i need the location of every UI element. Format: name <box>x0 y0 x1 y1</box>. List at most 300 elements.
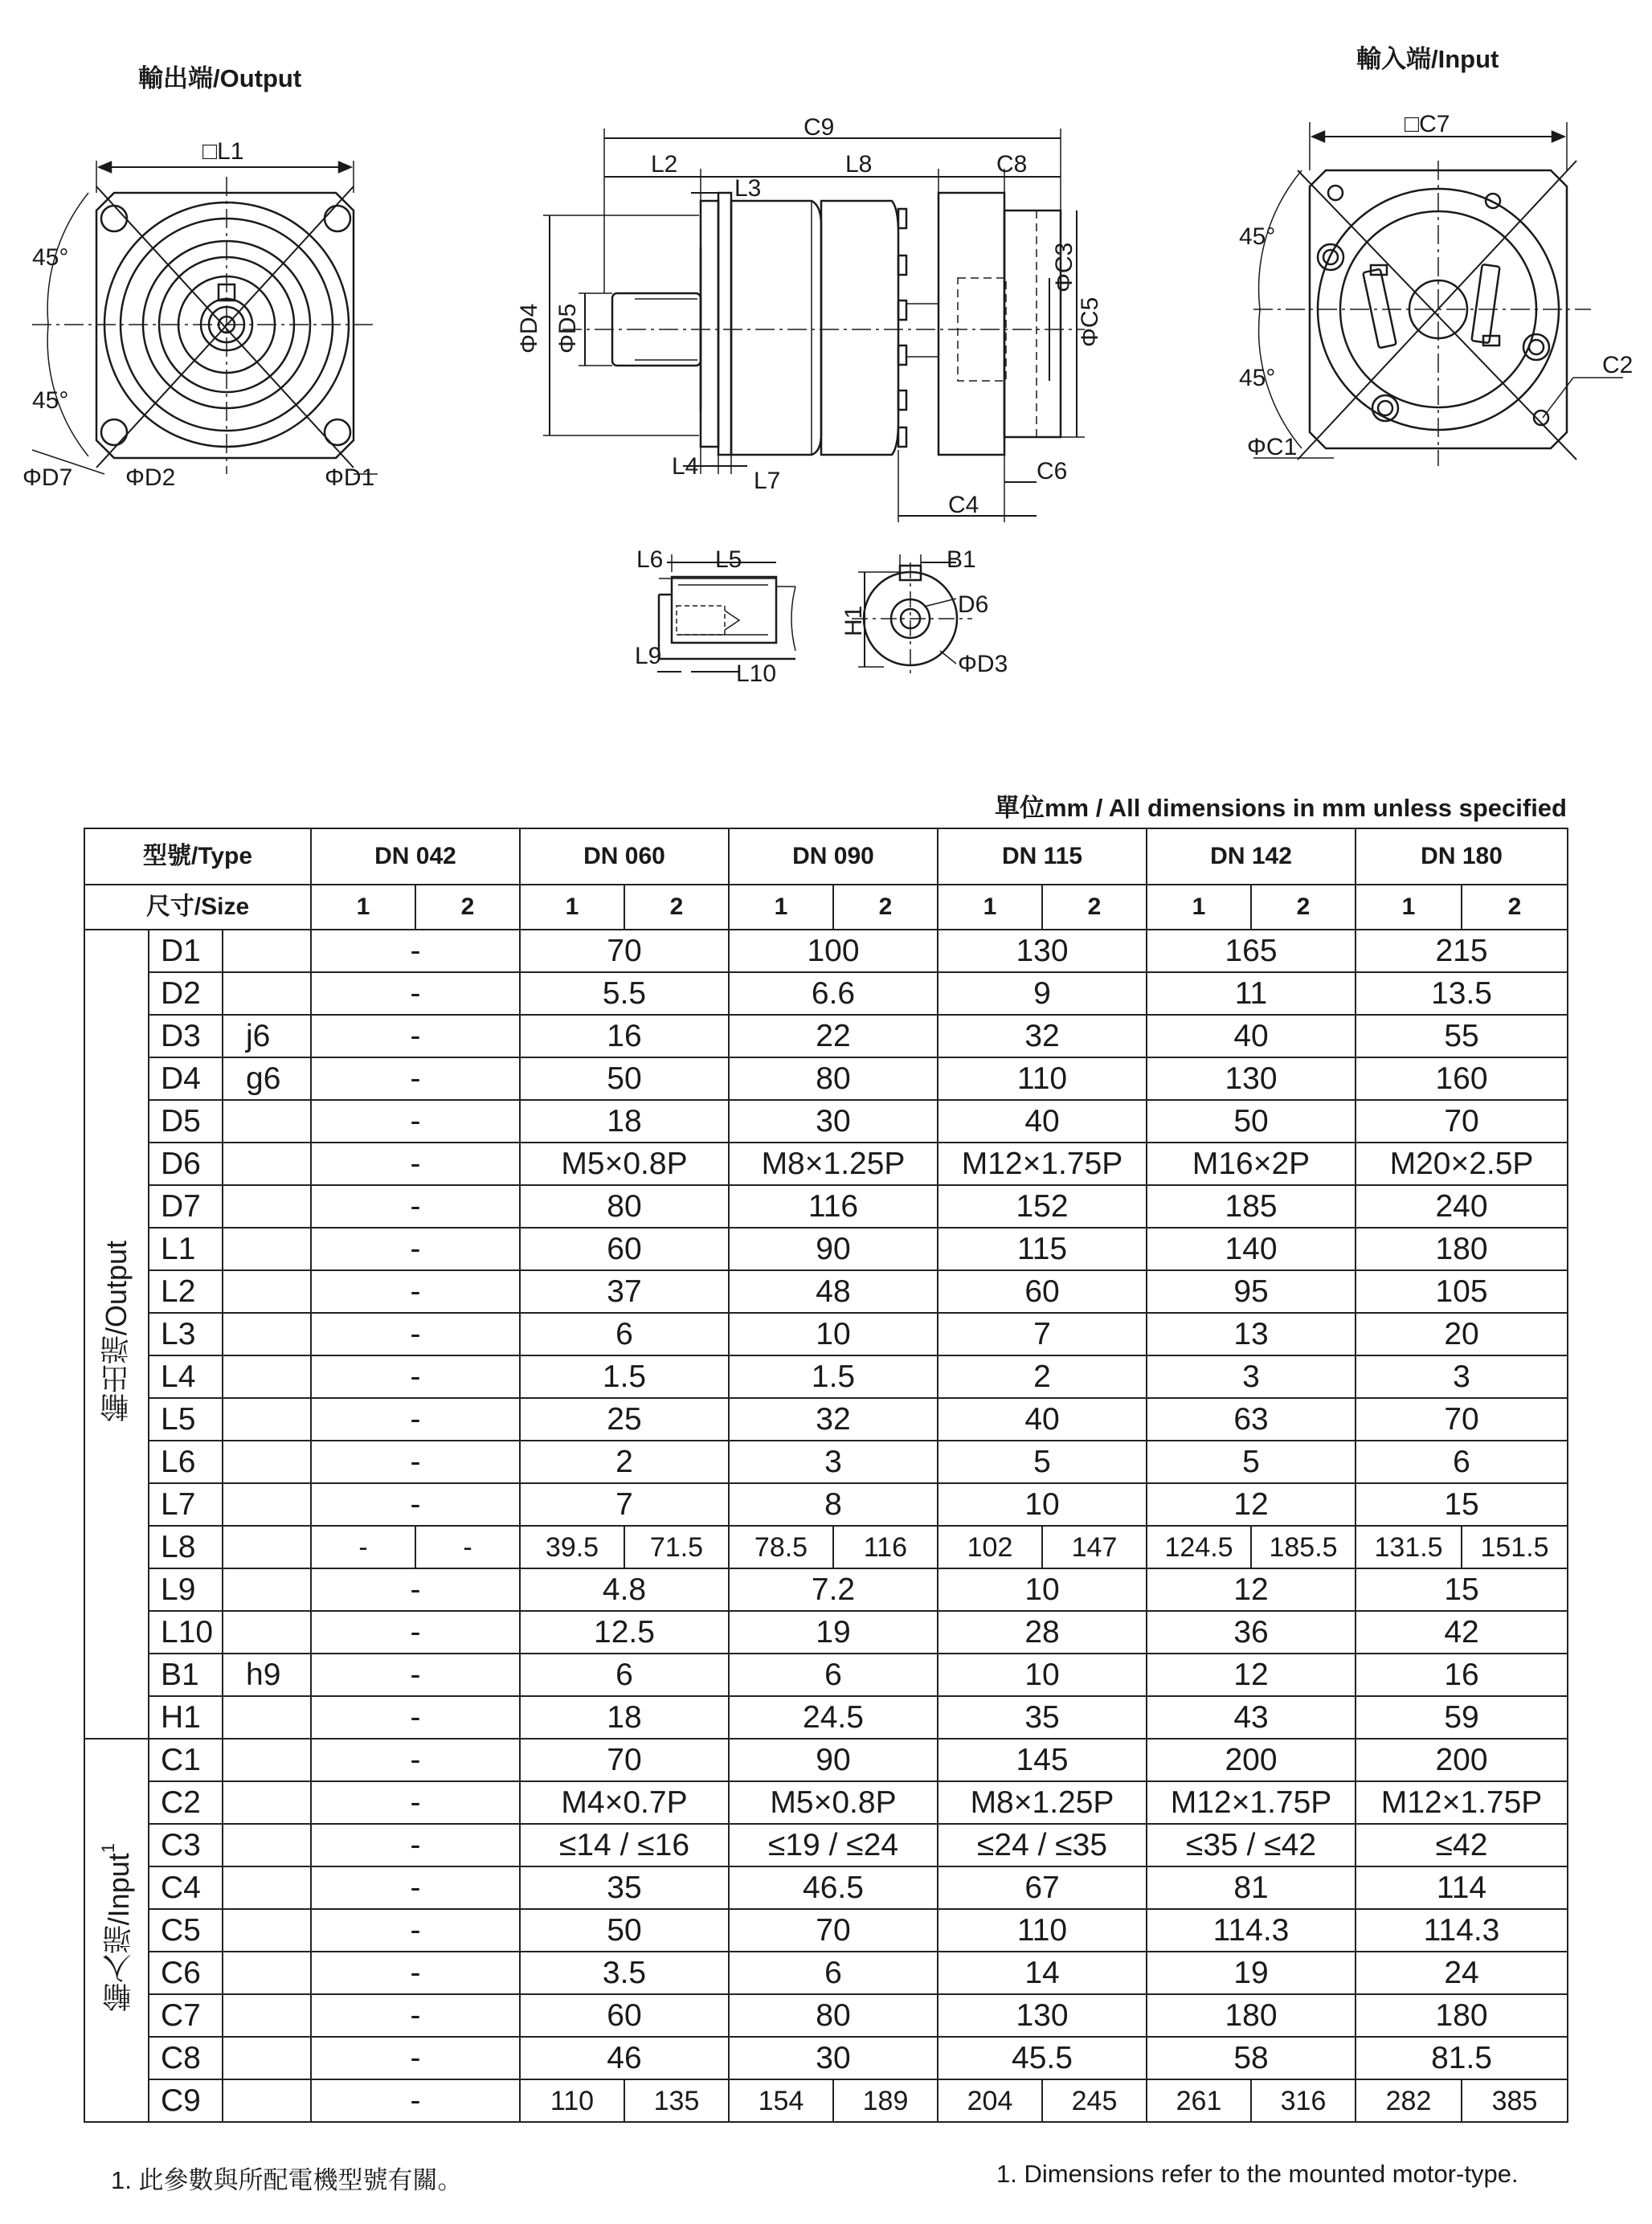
value-cell: M8×1.25P <box>938 1781 1147 1824</box>
label-d2: ΦD2 <box>125 464 176 491</box>
label-d5: ΦD5 <box>554 303 581 354</box>
value-cell: 165 <box>1147 930 1356 972</box>
value-cell: 110 <box>938 1909 1147 1952</box>
value-cell: ≤14 / ≤16 <box>520 1824 729 1866</box>
value-cell: 43 <box>1147 1696 1356 1739</box>
value-cell: 5 <box>1147 1441 1356 1483</box>
value-cell: 70 <box>1356 1398 1568 1441</box>
input-group-label-text <box>100 1843 133 2012</box>
value-cell: 105 <box>1356 1270 1568 1313</box>
label-h1: H1 <box>840 605 867 636</box>
label-45-bottom: 45° <box>32 387 69 414</box>
footnote-en: 1. Dimensions refer to the mounted motor-type. <box>996 2160 1519 2188</box>
value-cell: 180 <box>1356 1994 1568 2037</box>
value-cell: 59 <box>1356 1696 1568 1739</box>
label-d4: ΦD4 <box>516 303 542 354</box>
value-cell: 18 <box>520 1100 729 1143</box>
value-cell: 151.5 <box>1462 1526 1568 1568</box>
value-cell: 10 <box>938 1483 1147 1526</box>
value-cell: 14 <box>938 1952 1147 1994</box>
label-c8: C8 <box>996 151 1028 178</box>
value-cell: 20 <box>1356 1313 1568 1355</box>
value-cell: 135 <box>624 2079 729 2122</box>
label-45-top: 45° <box>32 244 69 271</box>
value-cell: 100 <box>729 930 938 972</box>
label-c9: C9 <box>804 114 835 141</box>
value-cell: 25 <box>520 1398 729 1441</box>
label-c1: ΦC1 <box>1247 434 1298 460</box>
value-cell: 5 <box>938 1441 1147 1483</box>
value-cell: 19 <box>1147 1952 1356 1994</box>
value-cell: 1.5 <box>729 1355 938 1398</box>
dimension-code: L7 <box>149 1483 223 1526</box>
table-row <box>84 1185 1568 1228</box>
value-cell: 55 <box>1356 1015 1568 1057</box>
table-row <box>84 1015 1568 1057</box>
size-cell: 1 <box>1147 885 1251 930</box>
value-cell: 28 <box>938 1611 1147 1654</box>
value-cell: 9 <box>938 972 1147 1015</box>
label-l3: L3 <box>734 175 762 202</box>
label-c3: ΦC3 <box>1051 242 1077 292</box>
tolerance-class <box>223 1270 311 1313</box>
value-cell: 24.5 <box>729 1696 938 1739</box>
label-c7: □C7 <box>1405 111 1450 137</box>
value-cell: 240 <box>1356 1185 1568 1228</box>
value-cell: - <box>311 1739 520 1781</box>
output-group-label-text <box>102 1241 131 1422</box>
label-d1: ΦD1 <box>325 464 375 491</box>
value-cell: 50 <box>520 1057 729 1100</box>
label-c4: C4 <box>948 492 979 518</box>
value-cell: 140 <box>1147 1228 1356 1270</box>
value-cell: 189 <box>833 2079 938 2122</box>
value-cell: 32 <box>938 1015 1147 1057</box>
output-group-label <box>84 930 149 1739</box>
value-cell: 110 <box>520 2079 624 2122</box>
table-row <box>84 2037 1568 2079</box>
value-cell: - <box>311 1057 520 1100</box>
value-cell: 40 <box>1147 1015 1356 1057</box>
value-cell: M12×1.75P <box>938 1143 1147 1185</box>
value-cell: 10 <box>938 1654 1147 1696</box>
value-cell: 30 <box>729 2037 938 2079</box>
table-row <box>84 1994 1568 2037</box>
tolerance-class <box>223 930 311 972</box>
value-cell: 110 <box>938 1057 1147 1100</box>
label-l10: L10 <box>736 660 777 687</box>
output-view-title: 輸出端/Output <box>138 64 302 92</box>
tolerance-class <box>223 972 311 1015</box>
value-cell: 70 <box>520 930 729 972</box>
tolerance-class <box>223 1611 311 1654</box>
value-cell: 37 <box>520 1270 729 1313</box>
table-row <box>84 1952 1568 1994</box>
value-cell: 147 <box>1042 1526 1147 1568</box>
value-cell: 102 <box>938 1526 1042 1568</box>
value-cell: 13 <box>1147 1313 1356 1355</box>
value-cell: - <box>311 1228 520 1270</box>
value-cell: M4×0.7P <box>520 1781 729 1824</box>
value-cell: 124.5 <box>1147 1526 1251 1568</box>
value-cell: 12 <box>1147 1654 1356 1696</box>
value-cell: 80 <box>729 1994 938 2037</box>
value-cell: 385 <box>1462 2079 1568 2122</box>
label-d6: D6 <box>958 591 989 618</box>
dimension-code: D5 <box>149 1100 223 1143</box>
value-cell: 30 <box>729 1100 938 1143</box>
dimension-code: L2 <box>149 1270 223 1313</box>
value-cell: 12.5 <box>520 1611 729 1654</box>
input-flange-view <box>1253 122 1623 466</box>
value-cell: M12×1.75P <box>1147 1781 1356 1824</box>
value-cell: 13.5 <box>1356 972 1568 1015</box>
value-cell: 3 <box>729 1441 938 1483</box>
value-cell: 12 <box>1147 1483 1356 1526</box>
dimension-code: C5 <box>149 1909 223 1952</box>
value-cell: 60 <box>520 1994 729 2037</box>
tolerance-class <box>223 1824 311 1866</box>
dimension-table <box>84 828 1568 2123</box>
model-header: DN 115 <box>938 828 1147 885</box>
value-cell: - <box>311 1568 520 1611</box>
table-row <box>84 1355 1568 1398</box>
value-cell: - <box>311 1355 520 1398</box>
value-cell: 6 <box>729 1952 938 1994</box>
value-cell: 152 <box>938 1185 1147 1228</box>
dimension-code: L8 <box>149 1526 223 1568</box>
value-cell: 80 <box>729 1057 938 1100</box>
value-cell: 115 <box>938 1228 1147 1270</box>
tolerance-class <box>223 1952 311 1994</box>
value-cell: - <box>311 1398 520 1441</box>
label-l9: L9 <box>635 643 662 669</box>
value-cell: 316 <box>1251 2079 1356 2122</box>
tolerance-class <box>223 1143 311 1185</box>
value-cell: 200 <box>1356 1739 1568 1781</box>
value-cell: 6 <box>520 1313 729 1355</box>
table-row <box>84 1143 1568 1185</box>
value-cell: 180 <box>1147 1994 1356 2037</box>
tolerance-class: j6 <box>223 1015 311 1057</box>
value-cell: 160 <box>1356 1057 1568 1100</box>
dimension-code: L4 <box>149 1355 223 1398</box>
value-cell: 12 <box>1147 1568 1356 1611</box>
value-cell: ≤19 / ≤24 <box>729 1824 938 1866</box>
label-l7: L7 <box>754 468 781 494</box>
value-cell: 32 <box>729 1398 938 1441</box>
dimension-code: D7 <box>149 1185 223 1228</box>
value-cell: 154 <box>729 2079 833 2122</box>
value-cell: M5×0.8P <box>729 1781 938 1824</box>
tolerance-class <box>223 2079 311 2122</box>
value-cell: 10 <box>729 1313 938 1355</box>
model-header: DN 142 <box>1147 828 1356 885</box>
technical-drawing <box>0 0 1652 723</box>
value-cell: 24 <box>1356 1952 1568 1994</box>
table-row <box>84 930 1568 972</box>
value-cell: 4.8 <box>520 1568 729 1611</box>
value-cell: 16 <box>1356 1654 1568 1696</box>
value-cell: 245 <box>1042 2079 1147 2122</box>
value-cell: - <box>311 1952 520 1994</box>
value-cell: 81 <box>1147 1866 1356 1909</box>
value-cell: 130 <box>938 930 1147 972</box>
value-cell: 42 <box>1356 1611 1568 1654</box>
value-cell: 67 <box>938 1866 1147 1909</box>
value-cell: 204 <box>938 2079 1042 2122</box>
model-header: DN 042 <box>311 828 520 885</box>
size-cell: 1 <box>729 885 833 930</box>
table-row <box>84 1654 1568 1696</box>
table-row <box>84 1611 1568 1654</box>
table-row <box>84 2079 1568 2122</box>
label-input-45-top: 45° <box>1239 223 1276 250</box>
value-cell: 131.5 <box>1356 1526 1462 1568</box>
dimension-code: D4 <box>149 1057 223 1100</box>
header-row-type <box>84 828 1568 885</box>
value-cell: - <box>311 1654 520 1696</box>
value-cell: 7 <box>520 1483 729 1526</box>
tolerance-class <box>223 1568 311 1611</box>
value-cell: 6 <box>1356 1441 1568 1483</box>
size-cell: 2 <box>1462 885 1568 930</box>
size-cell: 1 <box>938 885 1042 930</box>
value-cell: - <box>311 1611 520 1654</box>
footnote-marker: 1 <box>98 1842 118 1854</box>
table-row <box>84 1270 1568 1313</box>
value-cell: - <box>311 1015 520 1057</box>
tolerance-class <box>223 1483 311 1526</box>
value-cell: 50 <box>1147 1100 1356 1143</box>
value-cell: 215 <box>1356 930 1568 972</box>
value-cell: - <box>311 1185 520 1228</box>
value-cell: 8 <box>729 1483 938 1526</box>
tolerance-class <box>223 1228 311 1270</box>
value-cell: ≤35 / ≤42 <box>1147 1824 1356 1866</box>
dimension-code: L5 <box>149 1398 223 1441</box>
tolerance-class <box>223 1696 311 1739</box>
value-cell: - <box>311 1526 415 1568</box>
label-l5: L5 <box>715 546 742 573</box>
value-cell: 36 <box>1147 1611 1356 1654</box>
label-c5: ΦC5 <box>1077 296 1103 347</box>
value-cell: - <box>311 2037 520 2079</box>
value-cell: - <box>415 1526 520 1568</box>
value-cell: 1.5 <box>520 1355 729 1398</box>
output-flange-view <box>32 161 378 474</box>
value-cell: - <box>311 1866 520 1909</box>
value-cell: 261 <box>1147 2079 1251 2122</box>
dimension-code: D3 <box>149 1015 223 1057</box>
value-cell: 19 <box>729 1611 938 1654</box>
size-cell: 2 <box>415 885 520 930</box>
value-cell: 45.5 <box>938 2037 1147 2079</box>
value-cell: - <box>311 1483 520 1526</box>
value-cell: M5×0.8P <box>520 1143 729 1185</box>
header-row-size <box>84 885 1568 930</box>
value-cell: 22 <box>729 1015 938 1057</box>
tolerance-class: h9 <box>223 1654 311 1696</box>
value-cell: 114 <box>1356 1866 1568 1909</box>
dimension-code: L10 <box>149 1611 223 1654</box>
value-cell: 70 <box>729 1909 938 1952</box>
model-header: DN 060 <box>520 828 729 885</box>
value-cell: 5.5 <box>520 972 729 1015</box>
tolerance-class <box>223 1441 311 1483</box>
tolerance-class <box>223 1781 311 1824</box>
value-cell: - <box>311 972 520 1015</box>
value-cell: 60 <box>520 1228 729 1270</box>
table-row <box>84 1909 1568 1952</box>
dimension-code: L3 <box>149 1313 223 1355</box>
label-l6: L6 <box>636 546 664 573</box>
table-row <box>84 1100 1568 1143</box>
dimension-code: L6 <box>149 1441 223 1483</box>
value-cell: 7 <box>938 1313 1147 1355</box>
tolerance-class <box>223 2037 311 2079</box>
dimension-code: D2 <box>149 972 223 1015</box>
value-cell: 16 <box>520 1015 729 1057</box>
input-group-label <box>84 1739 149 2122</box>
side-view <box>543 129 1085 522</box>
dimension-code: L9 <box>149 1568 223 1611</box>
value-cell: M16×2P <box>1147 1143 1356 1185</box>
footnote-zh: 1. 此參數與所配電機型號有關。 <box>111 2166 463 2194</box>
value-cell: 35 <box>938 1696 1147 1739</box>
dimension-code: C3 <box>149 1824 223 1866</box>
value-cell: - <box>311 1994 520 2037</box>
value-cell: 58 <box>1147 2037 1356 2079</box>
value-cell: 81.5 <box>1356 2037 1568 2079</box>
value-cell: 130 <box>1147 1057 1356 1100</box>
table-row <box>84 1526 1568 1568</box>
dimension-code: L1 <box>149 1228 223 1270</box>
value-cell: - <box>311 2079 520 2122</box>
value-cell: 185.5 <box>1251 1526 1356 1568</box>
dimension-code: C2 <box>149 1781 223 1824</box>
value-cell: 145 <box>938 1739 1147 1781</box>
tolerance-class: g6 <box>223 1057 311 1100</box>
value-cell: 3 <box>1356 1355 1568 1398</box>
tolerance-class <box>223 1355 311 1398</box>
value-cell: 114.3 <box>1147 1909 1356 1952</box>
value-cell: M8×1.25P <box>729 1143 938 1185</box>
label-c2: C2 <box>1602 352 1634 378</box>
value-cell: 6 <box>520 1654 729 1696</box>
dimension-code: C7 <box>149 1994 223 2037</box>
value-cell: 39.5 <box>520 1526 624 1568</box>
value-cell: - <box>311 930 520 972</box>
value-cell: 70 <box>520 1739 729 1781</box>
table-row <box>84 1739 1568 1781</box>
dimension-code: H1 <box>149 1696 223 1739</box>
value-cell: 11 <box>1147 972 1356 1015</box>
value-cell: 60 <box>938 1270 1147 1313</box>
table-row <box>84 1824 1568 1866</box>
value-cell: - <box>311 1100 520 1143</box>
tolerance-class <box>223 1866 311 1909</box>
label-input-45-bottom: 45° <box>1239 365 1276 391</box>
value-cell: 15 <box>1356 1483 1568 1526</box>
label-l1: □L1 <box>202 138 244 165</box>
size-cell: 2 <box>833 885 938 930</box>
tolerance-class <box>223 1994 311 2037</box>
size-cell: 2 <box>1251 885 1356 930</box>
value-cell: 114.3 <box>1356 1909 1568 1952</box>
table-row <box>84 1228 1568 1270</box>
value-cell: 48 <box>729 1270 938 1313</box>
model-header: DN 180 <box>1356 828 1568 885</box>
tolerance-class <box>223 1526 311 1568</box>
value-cell: - <box>311 1143 520 1185</box>
value-cell: 50 <box>520 1909 729 1952</box>
dimension-code: C6 <box>149 1952 223 1994</box>
tolerance-class <box>223 1909 311 1952</box>
tolerance-class <box>223 1100 311 1143</box>
label-c6: C6 <box>1037 458 1068 484</box>
size-cell: 1 <box>520 885 624 930</box>
value-cell: 6 <box>729 1654 938 1696</box>
dimension-code: B1 <box>149 1654 223 1696</box>
output-group-label-label: 輸出端/Output <box>100 1240 133 1423</box>
tolerance-class <box>223 1398 311 1441</box>
dimension-code: D6 <box>149 1143 223 1185</box>
value-cell: 180 <box>1356 1228 1568 1270</box>
units-note: 單位mm / All dimensions in mm unless specified <box>994 794 1567 822</box>
value-cell: 46.5 <box>729 1866 938 1909</box>
value-cell: 80 <box>520 1185 729 1228</box>
value-cell: 46 <box>520 2037 729 2079</box>
table-row <box>84 1057 1568 1100</box>
value-cell: ≤24 / ≤35 <box>938 1824 1147 1866</box>
dimension-code: D1 <box>149 930 223 972</box>
value-cell: 282 <box>1356 2079 1462 2122</box>
value-cell: 2 <box>520 1441 729 1483</box>
model-header: DN 090 <box>729 828 938 885</box>
table-row <box>84 1441 1568 1483</box>
size-cell: 2 <box>624 885 729 930</box>
value-cell: - <box>311 1441 520 1483</box>
size-cell: 1 <box>1356 885 1462 930</box>
value-cell: 116 <box>729 1185 938 1228</box>
value-cell: 116 <box>833 1526 938 1568</box>
value-cell: 90 <box>729 1228 938 1270</box>
dimension-code: C8 <box>149 2037 223 2079</box>
value-cell: 63 <box>1147 1398 1356 1441</box>
value-cell: 78.5 <box>729 1526 833 1568</box>
value-cell: 3 <box>1147 1355 1356 1398</box>
value-cell: 40 <box>938 1100 1147 1143</box>
table-row <box>84 1866 1568 1909</box>
value-cell: 200 <box>1147 1739 1356 1781</box>
table-row <box>84 1696 1568 1739</box>
tolerance-class <box>223 1739 311 1781</box>
dimension-code: C9 <box>149 2079 223 2122</box>
size-cell: 2 <box>1042 885 1147 930</box>
input-group-label-label: 輸入端/Input <box>102 1853 135 2013</box>
table-row <box>84 1483 1568 1526</box>
value-cell: 18 <box>520 1696 729 1739</box>
tolerance-class <box>223 1185 311 1228</box>
value-cell: 95 <box>1147 1270 1356 1313</box>
dimension-code: C1 <box>149 1739 223 1781</box>
value-cell: 7.2 <box>729 1568 938 1611</box>
value-cell: 90 <box>729 1739 938 1781</box>
value-cell: 40 <box>938 1398 1147 1441</box>
value-cell: - <box>311 1696 520 1739</box>
value-cell: ≤42 <box>1356 1824 1568 1866</box>
